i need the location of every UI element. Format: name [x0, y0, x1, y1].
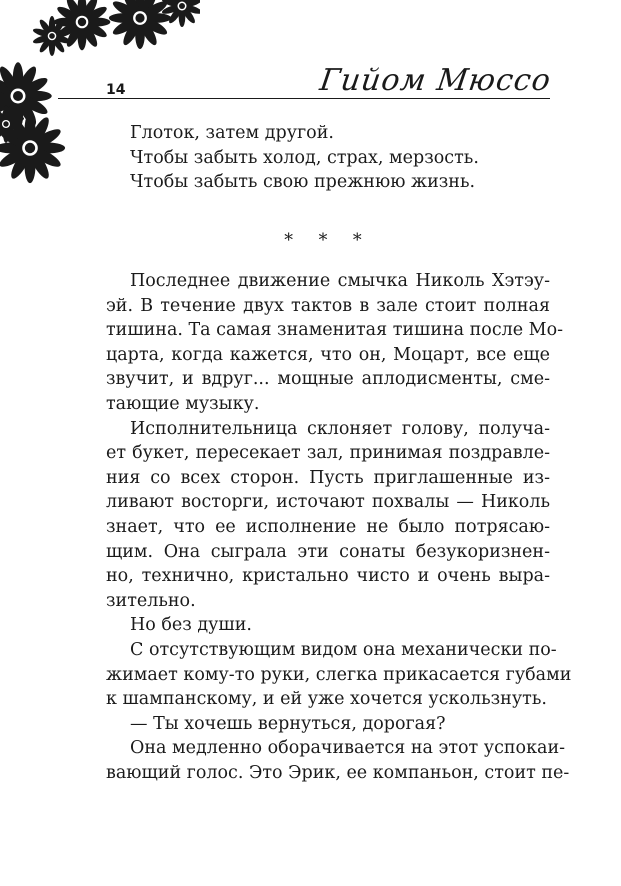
text-line: С отсутствующим видом она механически по-: [130, 639, 557, 660]
text-line: вающий голос. Это Эрик, ее компаньон, стоит пе-: [106, 762, 570, 783]
text-line: но, технично, кристально чисто и очень выра-: [106, 566, 550, 587]
header-rule: [58, 98, 550, 99]
author-name: Гийом Мюссо: [317, 63, 554, 98]
text-line: ливают восторги, источают похвалы — Николь: [106, 492, 550, 513]
text-line: Но без души.: [130, 615, 252, 636]
text-line: эй. В течение двух тактов в зале стоит полная: [106, 295, 550, 316]
text-line: — Ты хочешь вернуться, дорогая?: [130, 713, 446, 734]
text-line: тающие музыку.: [106, 393, 260, 414]
body-text: [106, 269, 572, 785]
text-line: жимает кому-то руки, слегка прикасается губами: [106, 664, 572, 685]
text-line: Последнее движение смычка Николь Хэтэу-: [130, 271, 550, 291]
text-line: щим. Она сыграла эти сонаты безукоризнен-: [106, 541, 550, 562]
page-number: 14: [106, 82, 126, 98]
text-line: зительно.: [106, 590, 196, 611]
text-line: звучит, и вдруг... мощные аплодисменты, сме-: [106, 369, 550, 390]
text-line: Она медленно оборачивается на этот успокаи-: [130, 738, 566, 759]
text-line: ет букет, пересекает зал, принимая поздравле-: [106, 443, 550, 464]
text-line: тишина. Та самая знаменитая тишина после Мо-: [106, 320, 564, 341]
epigraph-line: Чтобы забыть свою прежнюю жизнь.: [130, 172, 476, 193]
epigraph-line: Чтобы забыть холод, страх, мерзость.: [130, 147, 479, 168]
epigraph: [106, 121, 550, 195]
epigraph-line: Глоток, затем другой.: [130, 123, 334, 143]
text-line: царта, когда кажется, что он, Моцарт, все еще: [106, 344, 550, 365]
text-line: Исполнительница склоняет голову, получа-: [130, 418, 550, 439]
text-line: знает, что ее исполнение не было потрясаю-: [106, 516, 550, 537]
text-line: к шампанскому, и ей уже хочется ускользнуть.: [106, 689, 547, 710]
text-line: ния со всех сторон. Пусть приглашенные из-: [106, 467, 550, 488]
section-separator: * * *: [284, 231, 372, 251]
